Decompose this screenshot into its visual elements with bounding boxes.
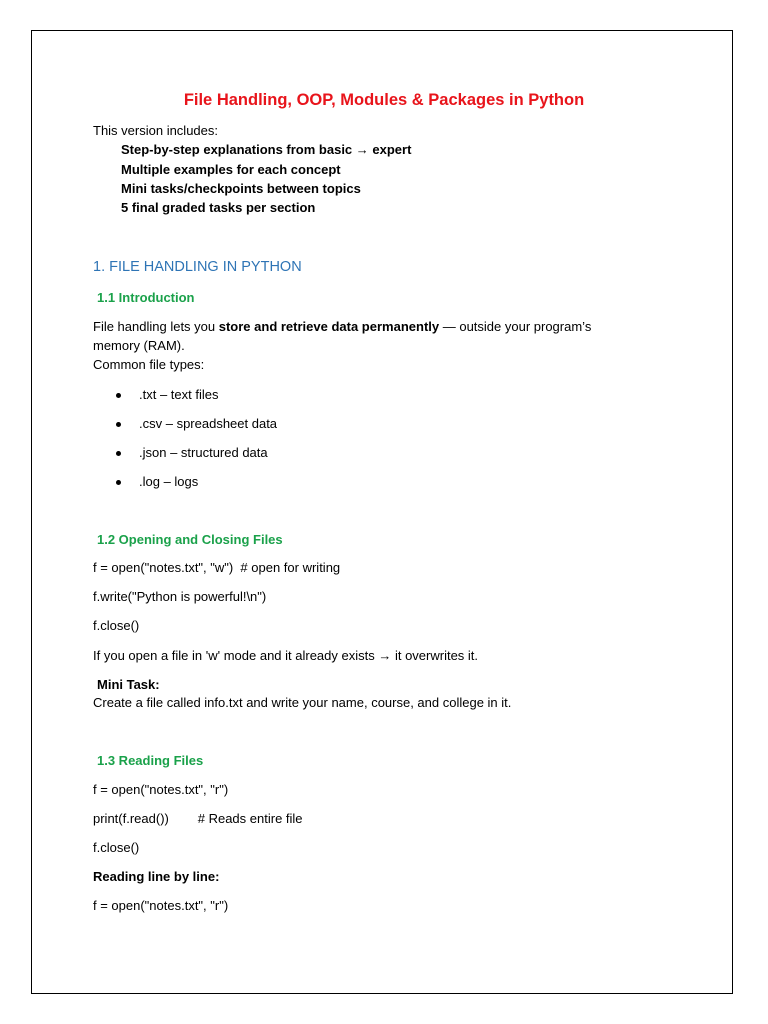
subsection-heading: 1.3 Reading Files [97,753,204,768]
intro-item: Mini tasks/checkpoints between topics [121,181,361,196]
bullet-icon [116,393,121,398]
code-line: f = open("notes.txt", "r") [93,782,229,797]
intro-item: 5 final graded tasks per section [121,200,316,215]
bullet-icon [116,451,121,456]
paragraph-line: memory (RAM). [93,338,185,353]
code-line: print(f.read()) # Reads entire file [93,811,303,826]
code-line: f = open("notes.txt", "w") # open for writing [93,560,341,575]
section-heading: 1. FILE HANDLING IN PYTHON [93,259,302,275]
paragraph-text: File handling lets you [93,319,219,334]
paragraph-text: — outside your program’s [439,319,592,334]
code-line: f.close() [93,840,140,855]
overwrite-note: If you open a file in 'w' mode and it already exists → it overwrites it. [93,648,479,663]
intro-item: Step-by-step explanations from basic → expert [121,142,412,157]
bullet-icon [116,422,121,427]
list-item: .txt – text files [139,387,219,402]
subsection-heading: 1.1 Introduction [97,290,195,305]
code-line: f.write("Python is powerful!\n") [93,589,267,604]
line-by-line-label: Reading line by line: [93,869,220,884]
code-line: f.close() [93,618,140,633]
list-item: .log – logs [139,474,199,489]
mini-task-label: Mini Task: [97,677,160,692]
mini-task-text: Create a file called info.txt and write your name, course, and college in it. [93,695,512,710]
document-title: File Handling, OOP, Modules & Packages in Python [183,91,585,109]
intro-item: Multiple examples for each concept [121,162,341,177]
intro-lead: This version includes: [93,123,218,138]
list-item: .json – structured data [139,445,268,460]
bullet-icon [116,480,121,485]
paragraph-emphasis: store and retrieve data permanently [218,319,440,334]
code-line: f = open("notes.txt", "r") [93,898,229,913]
subsection-heading: 1.2 Opening and Closing Files [97,532,283,547]
file-types-lead: Common file types: [93,357,205,372]
list-item: .csv – spreadsheet data [139,416,278,431]
intro-paragraph [93,318,591,336]
